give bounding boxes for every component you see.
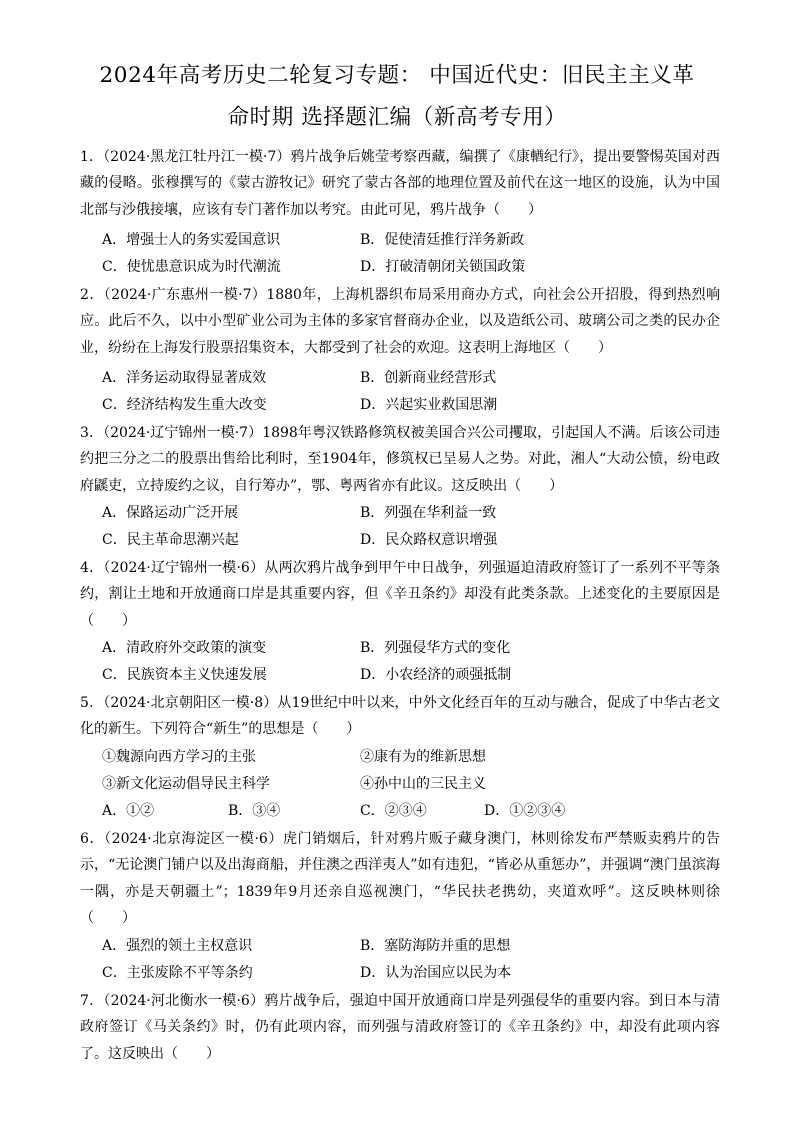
question-2-option-c: C．经济结构发生重大改变 bbox=[102, 397, 267, 413]
question-6-option-a: A．强烈的领土主权意识 bbox=[102, 938, 253, 954]
question-text: （2024·广东惠州一模·7）1880年，上海机器织布局采用商办方式，向社会公开招股，得到热烈响应。此后不久，以中小型矿业公司为主体的多家官督商办企业，以及造纸公司、玻璃公司之类的民办企业，纷纷在上海发行股票招集资本，大都受到了社会的欢迎。这表明上海地区（ ） bbox=[80, 287, 720, 356]
question-text: （2024·辽宁锦州一模·7）1898年粤汉铁路修筑权被美国合兴公司攫取，引起国人不满。后该公司违约把三分之二的股票出售给比利时，至1904年，修筑权已呈易人之势。对此，湘人“大动公愤，纷电政府鼷吏，立持废约之议，自行筹办”，鄂、粤两省亦有此议。这反映出（ ） bbox=[80, 425, 720, 494]
question-1-stem bbox=[80, 144, 720, 223]
question-number: 2． bbox=[80, 287, 104, 303]
question-2-option-a: A．洋务运动取得显著成效 bbox=[102, 370, 267, 386]
question-3-stem bbox=[80, 420, 720, 499]
question-number: 3． bbox=[80, 425, 104, 441]
question-3-option-b: B．列强在华利益一致 bbox=[360, 505, 497, 521]
question-4-option-b: B．列强侵华方式的变化 bbox=[360, 640, 511, 656]
question-5-option-b: B．③④ bbox=[228, 803, 281, 819]
question-2-option-d: D．兴起实业救国思潮 bbox=[360, 397, 498, 413]
question-7-stem bbox=[80, 988, 720, 1067]
question-6-option-c: C．主张废除不平等条约 bbox=[102, 965, 253, 981]
question-4-stem bbox=[80, 555, 720, 634]
question-2-option-b: B．创新商业经营形式 bbox=[360, 370, 497, 386]
question-5-item-2: ②康有为的维新思想 bbox=[360, 749, 486, 765]
question-number: 4． bbox=[80, 560, 104, 576]
question-number: 6． bbox=[80, 831, 105, 847]
question-3-option-d: D．民众路权意识增强 bbox=[360, 532, 498, 548]
question-number: 5． bbox=[80, 695, 104, 711]
question-2-stem bbox=[80, 282, 720, 361]
question-5-item-4: ④孙中山的三民主义 bbox=[360, 776, 486, 792]
question-text: （2024·辽宁锦州一模·6）从两次鸦片战争到甲午中日战争，列强逼迫清政府签订了一系列不平等条约，割让土地和开放通商口岸是其重要内容，但《辛丑条约》却没有此类条款。上述变化的主要原因是（ ） bbox=[80, 560, 720, 629]
question-5-option-d: D．①②③④ bbox=[484, 803, 566, 819]
question-4-option-c: C．民族资本主义快速发展 bbox=[102, 667, 267, 683]
question-5-item-1: ①魏源向西方学习的主张 bbox=[102, 749, 256, 765]
question-number: 7． bbox=[80, 993, 104, 1009]
question-6-option-b: B．塞防海防并重的思想 bbox=[360, 938, 511, 954]
document-title-line-2: 命时期 选择题汇编（新高考专用） bbox=[227, 105, 567, 130]
question-3-option-c: C．民主革命思潮兴起 bbox=[102, 532, 239, 548]
question-1-option-c: C．使忧患意识成为时代潮流 bbox=[102, 259, 281, 275]
document-title-line-1: 2024年高考历史二轮复习专题： 中国近代史：旧民主主义革 bbox=[99, 63, 695, 88]
question-5-option-a: A．①② bbox=[102, 803, 155, 819]
question-6-stem bbox=[80, 826, 720, 932]
question-1-option-b: B．促使清廷推行洋务新政 bbox=[360, 232, 525, 248]
question-text: （2024·北京海淀区一模·6）虎门销烟后，针对鸦片贩子藏身澳门，林则徐发布严禁贩卖鸦片的告示，“无论澳门铺户以及出海商船，并住澳之西洋夷人”如有违犯，“皆必从重惩办”，并强调“澳门虽滨海一隅，亦是天朝疆土”；1839年9月还亲自巡视澳门，“华民扶老携幼，夹道欢呼”。这反映林则徐（ ） bbox=[80, 831, 720, 927]
question-5-stem bbox=[80, 690, 720, 743]
question-text: （2024·黑龙江牡丹江一模·7）鸦片战争后姚莹考察西藏，编撰了《康輶纪行》，提出要警惕英国对西藏的侵略。张穆撰写的《蒙古游牧记》研究了蒙古各部的地理位置及前代在这一地区的设施，认为中国北部与沙俄接壤，应该有专门著作加以考究。由此可见，鸦片战争（ ） bbox=[80, 149, 720, 218]
question-4-option-d: D．小农经济的顽强抵制 bbox=[360, 667, 512, 683]
question-5-item-3: ③新文化运动倡导民主科学 bbox=[102, 776, 270, 792]
question-5-option-c: C．②③④ bbox=[360, 803, 427, 819]
question-6-option-d: D．认为治国应以民为本 bbox=[360, 965, 512, 981]
question-text: （2024·北京朝阳区一模·8）从19世纪中叶以来，中外文化经百年的互动与融合，促成了中华古老文化的新生。下列符合“新生”的思想是（ ） bbox=[80, 695, 720, 738]
question-1-option-d: D．打破清朝闭关锁国政策 bbox=[360, 259, 526, 275]
question-number: 1． bbox=[80, 149, 104, 165]
question-4-option-a: A．清政府外交政策的演变 bbox=[102, 640, 267, 656]
question-text: （2024·河北衡水一模·6）鸦片战争后，强迫中国开放通商口岸是列强侵华的重要内容。到日本与清政府签订《马关条约》时，仍有此项内容，而列强与清政府签订的《辛丑条约》中，却没有此项内容了。这反映出（ ） bbox=[80, 993, 720, 1062]
question-1-option-a: A．增强士人的务实爱国意识 bbox=[102, 232, 281, 248]
question-3-option-a: A．保路运动广泛开展 bbox=[102, 505, 239, 521]
